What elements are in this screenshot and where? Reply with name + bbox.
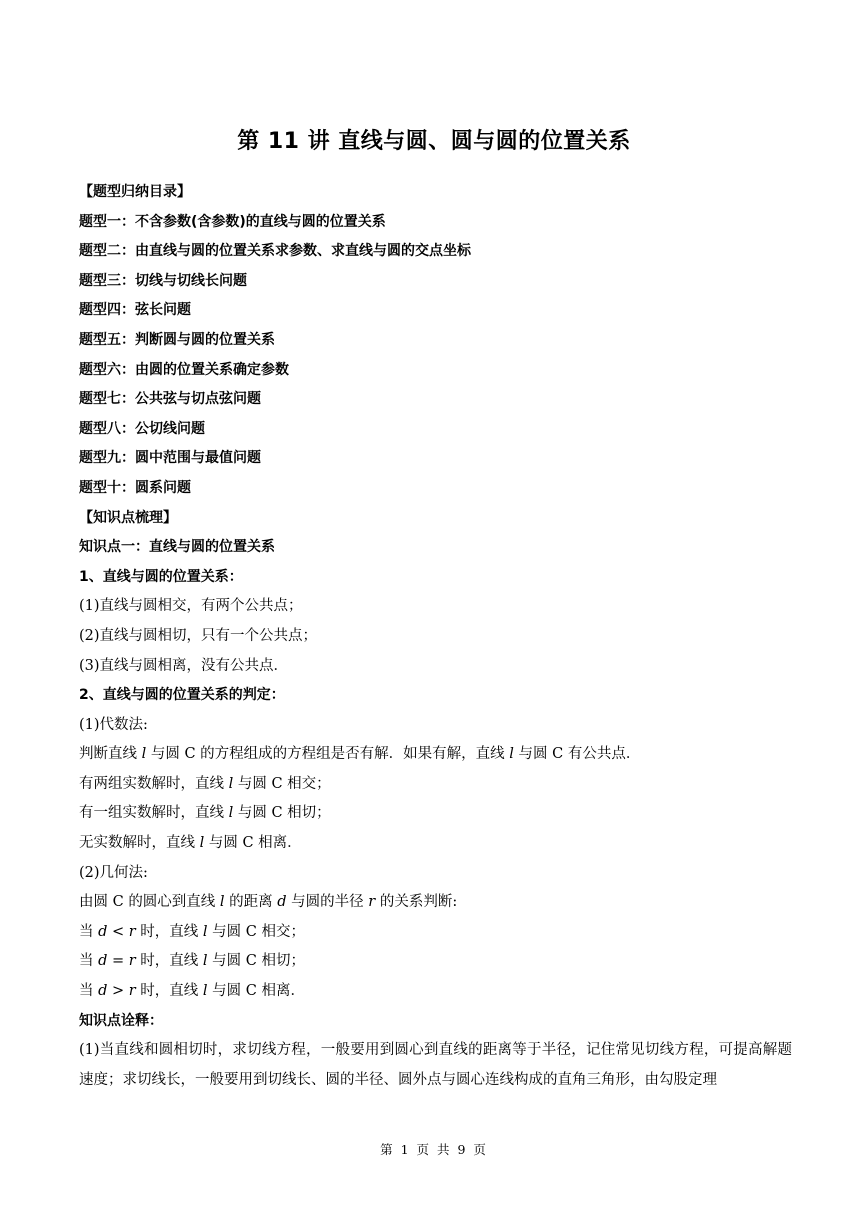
math-var: l [509, 746, 514, 763]
math-expr: d < r [98, 923, 136, 940]
method-label: (1)代数法: [79, 716, 148, 733]
method-label: (2)几何法: [79, 864, 148, 881]
math-var: l [228, 775, 234, 792]
text-line: 无实数解时，直线 l 与圆 C 相离． [79, 835, 302, 852]
content-body [79, 178, 792, 1095]
condition-line: 当 d = r 时，直线 l 与圆 C 相切； [79, 953, 305, 970]
catalog-item: 题型三：切线与切线长问题 [79, 272, 247, 289]
text-line: 由圆 C 的圆心到直线 l 的距离 d 与圆的半径 r 的关系判断: [79, 894, 458, 911]
condition-line: 当 d < r 时，直线 l 与圆 C 相交； [79, 923, 305, 940]
page-footer: 第 1 页 共 9 页 [380, 1142, 488, 1157]
note-heading: 知识点诠释： [79, 1012, 163, 1029]
text-line: 有两组实数解时，直线 l 与圆 C 相交； [79, 775, 331, 792]
catalog-item: 题型六：由圆的位置关系确定参数 [79, 361, 289, 378]
math-var: l [202, 953, 208, 970]
catalog-item: 题型十：圆系问题 [79, 479, 191, 496]
catalog-heading: 【题型归纳目录】 [79, 184, 191, 200]
section-heading: 1、直线与圆的位置关系： [79, 568, 243, 585]
page-title: 第 11 讲 直线与圆、圆与圆的位置关系 [237, 129, 631, 154]
text-line: 有一组实数解时，直线 l 与圆 C 相切； [79, 805, 331, 822]
math-var: r [368, 894, 376, 911]
knowledge-point-title: 知识点一：直线与圆的位置关系 [79, 539, 275, 556]
note-paragraph: (1)当直线和圆相切时，求切线方程，一般要用到圆心到直线的距离等于半径，记住常见切线方程，可提高解题速度；求切线长，一般要用到切线长、圆的半径、圆外点与圆心连线构成的直角三角形，由勾股定理 [79, 1042, 792, 1088]
math-var: l [202, 923, 208, 940]
math-expr: d > r [98, 983, 136, 1000]
catalog-item: 题型五：判断圆与圆的位置关系 [79, 331, 275, 348]
relation-item: (3)直线与圆相离，没有公共点． [79, 657, 289, 674]
relation-item: (1)直线与圆相交，有两个公共点； [79, 598, 303, 615]
math-expr: d = r [98, 953, 136, 970]
relation-item: (2)直线与圆相切，只有一个公共点； [79, 627, 318, 644]
section-heading: 2、直线与圆的位置关系的判定： [79, 687, 285, 704]
math-var: l [202, 983, 208, 1000]
catalog-item: 题型一：不含参数(含参数)的直线与圆的位置关系 [79, 213, 386, 230]
catalog-item: 题型四：弦长问题 [79, 302, 191, 319]
catalog-item: 题型八：公切线问题 [79, 420, 205, 437]
math-var: l [199, 835, 205, 852]
knowledge-heading: 【知识点梳理】 [79, 509, 177, 526]
condition-line: 当 d > r 时，直线 l 与圆 C 相离． [79, 983, 305, 1000]
math-var: l [228, 805, 234, 822]
math-var: d [277, 894, 287, 911]
catalog-item: 题型七：公共弦与切点弦问题 [79, 391, 261, 408]
catalog-item: 题型二：由直线与圆的位置关系求参数、求直线与圆的交点坐标 [79, 243, 471, 260]
catalog-item: 题型九：圆中范围与最值问题 [79, 450, 261, 467]
text-line: 判断直线 l 与圆 C 的方程组成的方程组是否有解．如果有解，直线 l 与圆 C 有公共点． [79, 746, 641, 763]
math-var: l [219, 894, 225, 911]
math-var: l [141, 746, 147, 763]
